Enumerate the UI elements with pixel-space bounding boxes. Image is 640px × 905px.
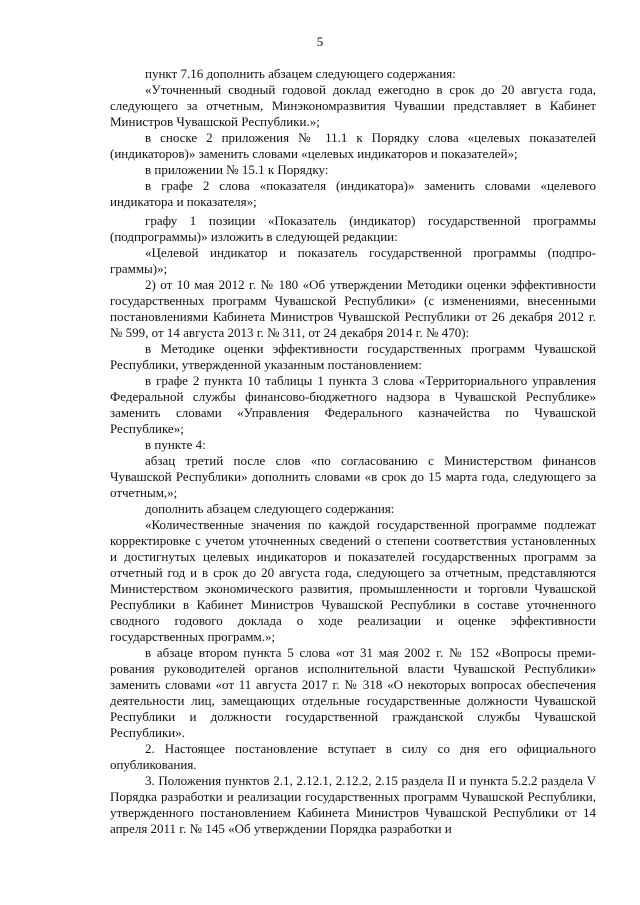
paragraph-15: в абзаце втором пункта 5 слова «от 31 мая 2002 г. № 152 «Вопросы премирования руководителей органов исполнительной власти Чувашской Республики» заменить словами «от 11 августа 2017 г. № 318 «О некоторых вопросах обеспечения деятельности лиц, замещающих отдельные государственные должности Чувашской Республики и должности государственной гражданской службы Чувашской Республики».: [110, 645, 596, 740]
paragraph-8: 2) от 10 мая 2012 г. № 180 «Об утверждении Методики оценки эффективности государственных программ Чувашской Республики» (с изменениями, внесенными постановлениями Кабинета Министров Чувашской Республики от 26 декабря 2012 г. № 599, от 14 августа 2013 г. № 311, от 24 декабря 2014 г. № 470):: [110, 277, 596, 340]
paragraph-2: «Уточненный сводный годовой доклад ежегодно в срок до 20 августа года, следующего за отчетным, Минэкономразвития Чувашии представляет в Кабинет Министров Чувашской Республики.»;: [110, 82, 596, 129]
paragraph-10: в графе 2 пункта 10 таблицы 1 пункта 3 слова «Территориального управления Федеральной службы финансово-бюджетного надзора в Чувашской Республике» заменить словами «Управления Федерального казначейства по Чувашской Республике»;: [110, 373, 596, 436]
paragraph-14: «Количественные значения по каждой государственной программе подлежат корректировке с учетом уточненных сведений о степени соответствия установленных и достигнутых целевых индикаторов и показателей государственных программ за отчетный год и в срок до 20 августа года, следующего за отчетным, представляются Министерством экономического развития, промышленности и торговли Чувашской Республики в Кабинет Министров Чувашской Республики в составе уточненного сводного годового доклада о ходе реализации и оценке эффективности государственных программ.»;: [110, 517, 596, 644]
paragraph-12: абзац третий после слов «по согласованию с Министерством финансов Чувашской Республики» дополнить словами «в срок до 15 марта года, следующего за отчетным,»;: [110, 453, 596, 500]
paragraph-7: «Целевой индикатор и показатель государственной программы (подпрограммы)»;: [110, 245, 596, 276]
page-number: 5: [316, 34, 324, 49]
paragraph-17: 3. Положения пунктов 2.1, 2.12.1, 2.12.2, 2.15 раздела II и пункта 5.2.2 раздела V Порядка разработки и реализации государственных программ Чувашской Республики, утвержденного постановлением Кабинета Министров Чувашской Республики от 14 апреля 2011 г. № 145 «Об утверждении Порядка разработки и: [110, 773, 596, 836]
paragraph-3: в сноске 2 приложения № 11.1 к Порядку слова «целевых показателей (индикаторов)» заменить словами «целевых индикаторов и показателей»;: [110, 130, 596, 161]
paragraph-11: в пункте 4:: [145, 437, 206, 452]
paragraph-1: пункт 7.16 дополнить абзацем следующего содержания:: [145, 66, 456, 81]
paragraph-4: в приложении № 15.1 к Порядку:: [145, 162, 329, 177]
paragraph-5: в графе 2 слова «показателя (индикатора)» заменить словами «целевого индикатора и показателя»;: [110, 178, 596, 209]
document-body: [110, 66, 596, 837]
paragraph-6: графу 1 позиции «Показатель (индикатор) государственной программы (подпрограммы)» изложить в следующей редакции:: [110, 213, 596, 244]
paragraph-9: в Методике оценки эффективности государственных программ Чувашской Республики, утвержденной указанным постановлением:: [110, 341, 596, 372]
paragraph-13: дополнить абзацем следующего содержания:: [145, 501, 395, 516]
paragraph-16: 2. Настоящее постановление вступает в силу со дня его официального опубликования.: [110, 741, 596, 772]
